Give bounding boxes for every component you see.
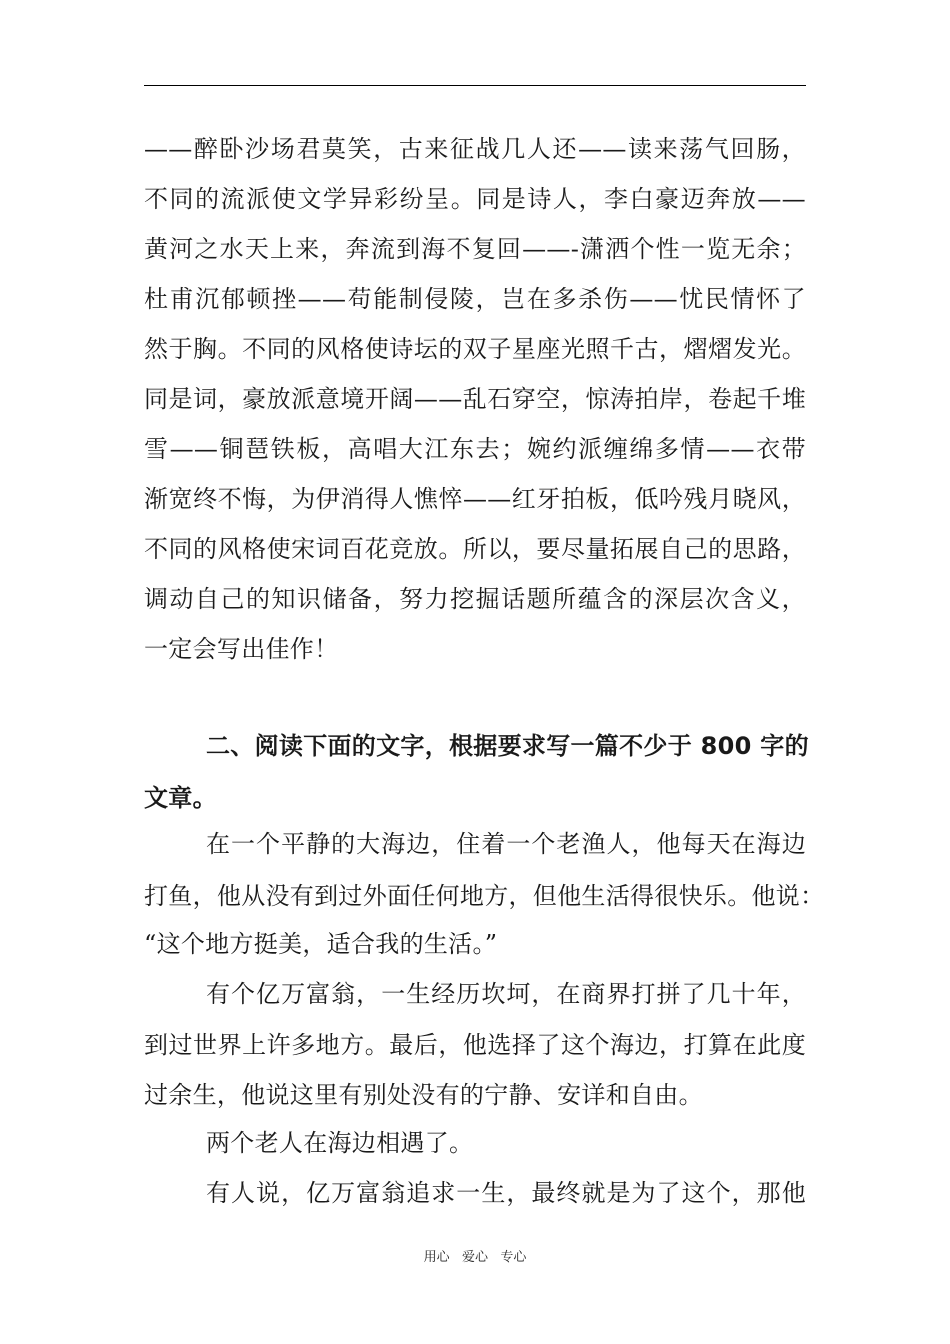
text-line: 调动自己的知识储备，努力挖掘话题所蕴含的深层次含义， bbox=[144, 585, 806, 613]
text-line: 同是词，豪放派意境开阔——乱石穿空，惊涛拍岸，卷起千堆 bbox=[144, 385, 806, 413]
text-line: 到过世界上许多地方。最后，他选择了这个海边，打算在此度 bbox=[144, 1031, 806, 1059]
text-line: ——醉卧沙场君莫笑，古来征战几人还——读来荡气回肠， bbox=[144, 135, 806, 163]
text-line: 打鱼，他从没有到过外面任何地方，但他生活得很快乐。他说： bbox=[144, 882, 825, 910]
text-line: 渐宽终不悔，为伊消得人憔悴——红牙拍板，低吟残月晓风， bbox=[144, 485, 806, 513]
heading-line: 文章。 bbox=[144, 784, 217, 812]
text-line: 雪——铜琶铁板，高唱大江东去；婉约派缠绵多情——衣带 bbox=[144, 435, 806, 463]
header-rule bbox=[144, 85, 806, 86]
text-line: 不同的流派使文学异彩纷呈。同是诗人，李白豪迈奔放—— bbox=[144, 185, 806, 213]
text-line: 杜甫沉郁顿挫——苟能制侵陵，岂在多杀伤——忧民情怀了 bbox=[144, 285, 806, 313]
text-line: 一定会写出佳作！ bbox=[144, 635, 339, 663]
text-line: “这个地方挺美，适合我的生活。” bbox=[144, 930, 498, 958]
text-line: 有人说，亿万富翁追求一生，最终就是为了这个，那他 bbox=[206, 1179, 806, 1207]
heading-line: 二、阅读下面的文字，根据要求写一篇不少于 800 字的 bbox=[206, 732, 809, 760]
text-line: 两个老人在海边相遇了。 bbox=[206, 1129, 474, 1157]
text-line: 黄河之水天上来，奔流到海不复回——-潇洒个性一览无余； bbox=[144, 235, 806, 263]
text-line: 然于胸。不同的风格使诗坛的双子星座光照千古，熠熠发光。 bbox=[144, 335, 806, 363]
text-line: 不同的风格使宋词百花竞放。所以，要尽量拓展自己的思路， bbox=[144, 535, 806, 563]
text-line: 有个亿万富翁，一生经历坎坷，在商界打拼了几十年， bbox=[206, 980, 806, 1008]
text-line: 在一个平静的大海边，住着一个老渔人，他每天在海边 bbox=[206, 830, 806, 858]
text-line: 过余生，他说这里有别处没有的宁静、安详和自由。 bbox=[144, 1081, 703, 1109]
page-footer: 用心 爱心 专心 bbox=[423, 1250, 527, 1265]
